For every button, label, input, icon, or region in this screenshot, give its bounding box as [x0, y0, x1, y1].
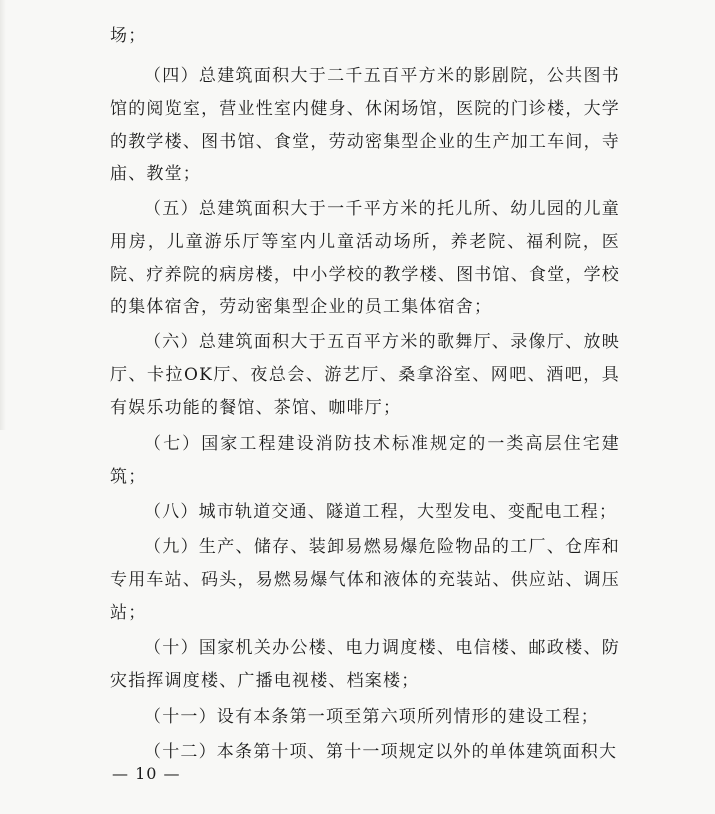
paragraph-item-7: （七）国家工程建设消防技术标准规定的一类高层住宅建筑； [110, 434, 620, 487]
paragraph-item-5: （五）总建筑面积大于一千平方米的托儿所、幼儿园的儿童用房，儿童游乐厅等室内儿童活动场所，养老院、福利院，医院、疗养院的病房楼，中小学校的教学楼、图书馆、食堂，学校的集体宿舍，劳动密集型企业的员工集体宿舍； [110, 199, 620, 318]
paragraph-item-10: （十）国家机关办公楼、电力调度楼、电信楼、邮政楼、防灾指挥调度楼、广播电视楼、档案楼； [110, 638, 620, 691]
paragraph-item-11: （十一）设有本条第一项至第六项所列情形的建设工程； [144, 707, 599, 727]
page-number: — 10 — [112, 764, 181, 783]
paragraph-item-12: （十二）本条第十项、第十一项规定以外的单体建筑面积大 [144, 742, 618, 762]
page-fold-shadow [0, 0, 6, 430]
paragraph-item-6: （六）总建筑面积大于五百平方米的歌舞厅、录像厅、放映厅、卡拉OK厅、夜总会、游艺厅、桑拿浴室、网吧、酒吧，具有娱乐功能的餐馆、茶馆、咖啡厅； [110, 332, 620, 418]
paragraph-item-4: （四）总建筑面积大于二千五百平方米的影剧院，公共图书馆的阅览室，营业性室内健身、休闲场馆，医院的门诊楼，大学的教学楼、图书馆、食堂，劳动密集型企业的生产加工车间，寺庙、教堂； [110, 66, 620, 185]
paragraph-item-9: （九）生产、储存、装卸易燃易爆危险物品的工厂、仓库和专用车站、码头，易燃易爆气体和液体的充装站、供应站、调压站； [110, 537, 620, 623]
paragraph-continuation: 场； [110, 26, 147, 46]
paragraph-item-8: （八）城市轨道交通、隧道工程，大型发电、变配电工程； [144, 502, 618, 522]
